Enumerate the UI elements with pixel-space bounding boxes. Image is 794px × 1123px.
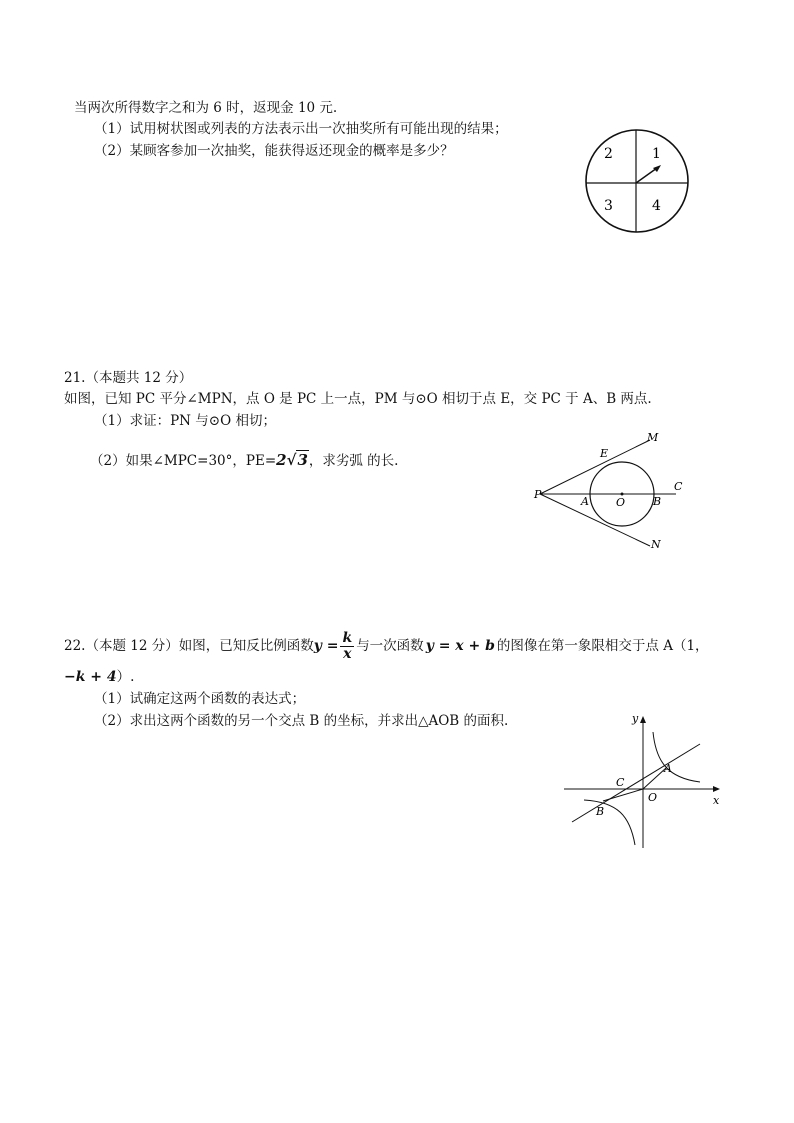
q20-part1: （1）试用树状图或列表的方法表示出一次抽奖所有可能出现的结果； (94, 121, 508, 137)
q22-stem (64, 628, 709, 664)
label-B: B (653, 495, 662, 508)
q21-header: 21.（本题共 12 分） (64, 370, 193, 386)
label-A: A (581, 495, 589, 508)
label-E: E (600, 447, 609, 460)
q20-part2: （2）某顾客参加一次抽奖，能获得返还现金的概率是多少？ (94, 143, 454, 159)
point-label-C: C (616, 776, 625, 789)
q21-pe-radicand: 3 (297, 451, 308, 469)
point-label-A: A (664, 762, 672, 775)
function-graph-figure (558, 712, 728, 852)
q21-stem: 如图，已知 PC 平分∠MPN，点 O 是 PC 上一点，PM 与⊙O 相切于点 E，交 PC 于 A、B 两点. (64, 391, 652, 407)
q21-part1: （1）求证：PN 与⊙O 相切； (94, 413, 276, 429)
spinner-number-4: 4 (652, 198, 661, 214)
spinner-number-2: 2 (604, 146, 613, 162)
label-N: N (651, 538, 661, 551)
axis-label-y: y (632, 712, 639, 725)
axis-label-x: x (713, 794, 720, 807)
label-C: C (674, 480, 683, 493)
q22-suffix: 的图像在第一象限相交于点 A（1， (496, 638, 709, 654)
q20-condition: 当两次所得数字之和为 6 时，返现金 10 元. (74, 100, 338, 116)
q22-prefix: 22.（本题 12 分）如图，已知反比例函数 (64, 638, 314, 654)
spinner-number-1: 1 (652, 146, 661, 162)
point-label-B: B (596, 805, 605, 818)
q21-pe-coefficient: 2 (276, 451, 287, 469)
spinner-number-3: 3 (604, 198, 613, 214)
label-P: P (534, 488, 542, 501)
q21-part2: （2）如果∠MPC=30°，PE=2√3，求劣弧 的长. (90, 451, 399, 469)
q22-f1-denominator: x (343, 646, 352, 662)
q22-part1: （1）试确定这两个函数的表达式； (94, 691, 306, 707)
q22-part2: （2）求出这两个函数的另一个交点 B 的坐标，并求出△AOB 的面积. (94, 713, 509, 729)
spinner-figure (584, 126, 690, 236)
q22-f2: y = x + b (425, 638, 495, 654)
q22-line2-math: −k + 4 (64, 669, 117, 685)
label-M: M (647, 431, 659, 444)
q22-mid: 与一次函数 (356, 638, 424, 654)
point-label-O: O (648, 791, 658, 804)
q21-part2-suffix: ，求劣弧 的长. (308, 453, 399, 469)
q22-line2 (64, 668, 134, 686)
q22-line2-end: ）. (116, 669, 135, 685)
label-O: O (616, 496, 626, 509)
q22-f1-numerator: k (342, 630, 353, 646)
q22-f1-lhs: y = (313, 638, 339, 654)
circle-tangent-figure (528, 428, 698, 556)
q21-part2-prefix: （2）如果∠MPC=30°，PE= (90, 453, 277, 469)
